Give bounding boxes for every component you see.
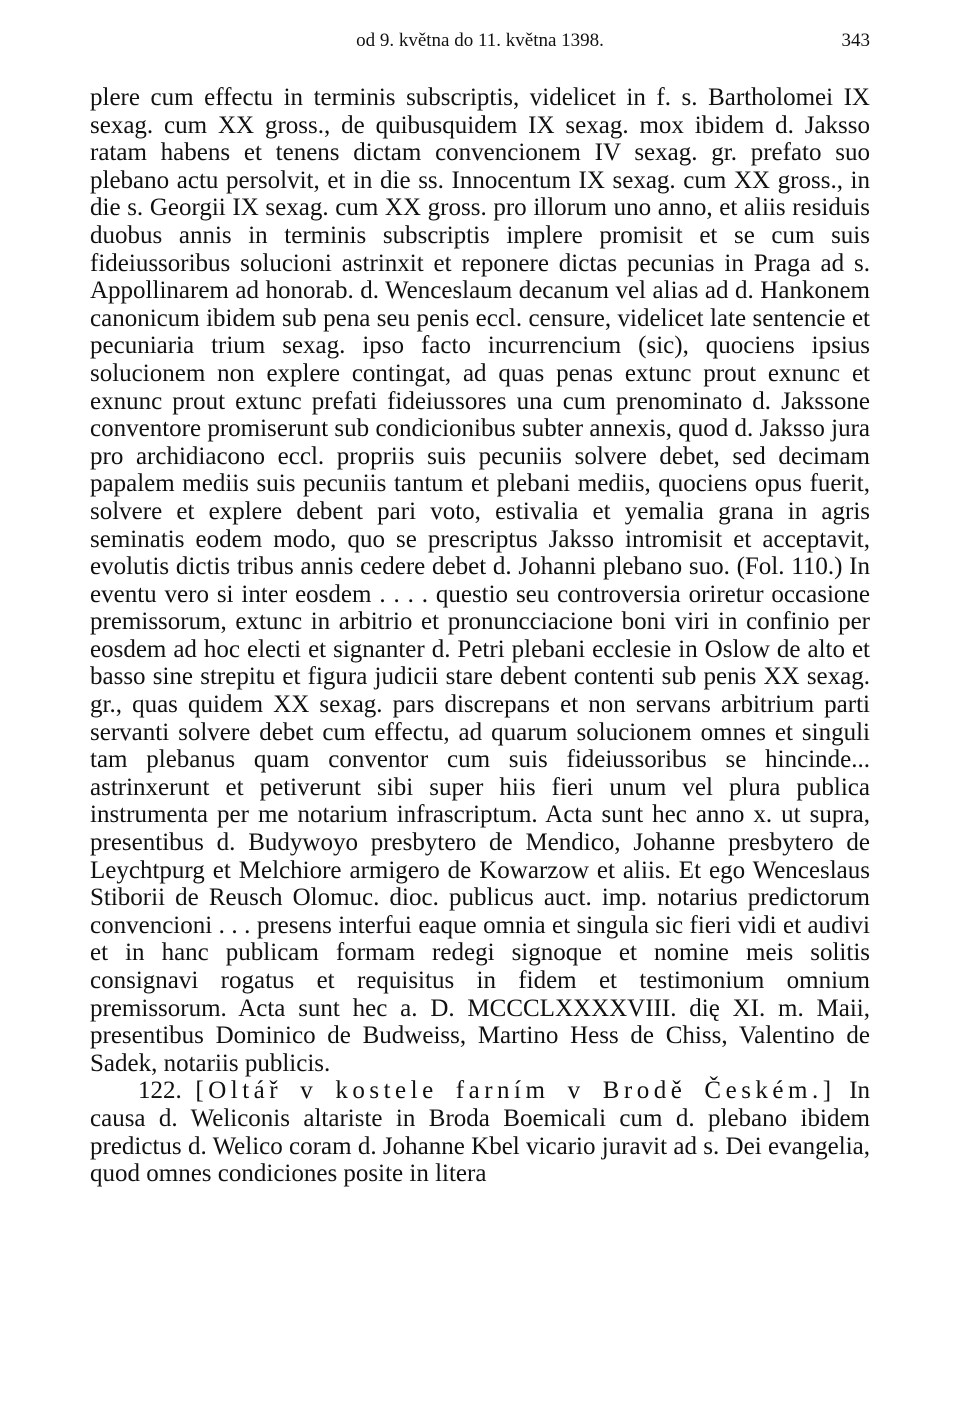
entry-number: 122. <box>138 1077 182 1105</box>
paragraph-continuation: plere cum effectu in terminis subscriptis, videlicet in f. s. Bartholomei IX sexag. cum XX gross., de quibusquidem IX sexag. mox ibidem d. Jaksso ratam habens et tenens dictam convencionem IV sexag. gr. prefato suo plebano actu persolvit, et in die ss. Innocentum IX sexag. cum XX gross., in die s. Georgii IX sexag. cum XX gross. pro illorum uno anno, et aliis residuis duobus annis in terminis subscriptis implere promisit et se cum suis fideiussoribus solucioni astrinxit et reponere dictas pecunias in Praga ad s. Appollinarem ad honorab. d. Wenceslaum decanum vel alias ad d. Hankonem canonicum ibidem sub pena seu penis eccl. censure, videlicet late sentencie et pecuniaria trium sexag. ipso facto incurrencium (sic), quociens ipsius solucionem non explere contingat, ad quas penas extunc prout exnunc et exnunc prout extunc prefati fideiussores una cum prenominato d. Jakssone conventore promiserunt sub condicionibus subter annexis, quod d. Jaksso jura pro archidiacono eccl. propriis suis pecuniis solvere debet, sed decimam papalem mediis suis pecuniis tantum et plebani mediis, quociens opus fuerit, solvere et explere debent pari voto, estivalia et yemalia grana in agris seminatis eodem modo, quo se prescriptus Jaksso intromisit et acceptavit, evolutis dictis tribus annis cedere debet d. Johanni plebano suo. (Fol. 110.) In eventu vero si inter eosdem . . . . questio seu controversia oriretur occasione premissorum, extunc in arbitrio et pronuncciacione boni viri in confinio per eosdem ad hoc electi et signanter d. Petri plebani ecclesie in Oslow de alto et basso sine strepitu et figura judicii stare debent contenti sub penis XX sexag. gr., quas quidem XX sexag. pars discrepans et non servans arbitrium parti servanti solvere debet cum effectu, ad quarum solucionem omnes et singuli tam plebanus quam conventor cum suis fideiussoribus se hincinde... astrinxerunt et petiverunt sibi super hiis fieri unum vel plura publica instrumenta per me notarium infrascriptum. Acta sunt hec anno x. ut supra, presentibus d. Budywoyo presbytero de Mendico, Johanne presbytero de Leychtpurg et Melchiore armigero de Kowarzow et aliis. Et ego Wenceslaus Stiborii de Reusch Olomuc. dioc. publicus auct. imp. notarius predictorum convencioni . . . presens interfui eaque omnia et singula sic fieri vidi et audivi et in hanc publicam formam redegi signoque et nomine meis solitis consignavi rogatus et requisitus in fidem et testimonium omnium premissorum. Acta sunt hec a. D. MCCCLXXXXVIII. dię XI. m. Maii, presentibus Dominico de Budweiss, Martino Hess de Chiss, Valentino de Sadek, notariis publicis. <box>90 84 870 1077</box>
document-page <box>90 26 870 1188</box>
entry-122 <box>90 1077 870 1187</box>
page-number: 343 <box>841 30 870 51</box>
running-head: od 9. května do 11. května 1398. <box>356 30 604 51</box>
body-text <box>90 84 870 1188</box>
entry-title: [Oltář v kostele farním v Brodě Českém.] <box>195 1077 836 1105</box>
page-header <box>90 26 870 62</box>
entry-text: In causa d. Weliconis altariste in Broda Boemicali cum d. plebano ibidem predictus d. Welico coram d. Johanne Kbel vicario juravit ad s. Dei evangelia, quod omnes condiciones posite in litera <box>90 1077 871 1188</box>
